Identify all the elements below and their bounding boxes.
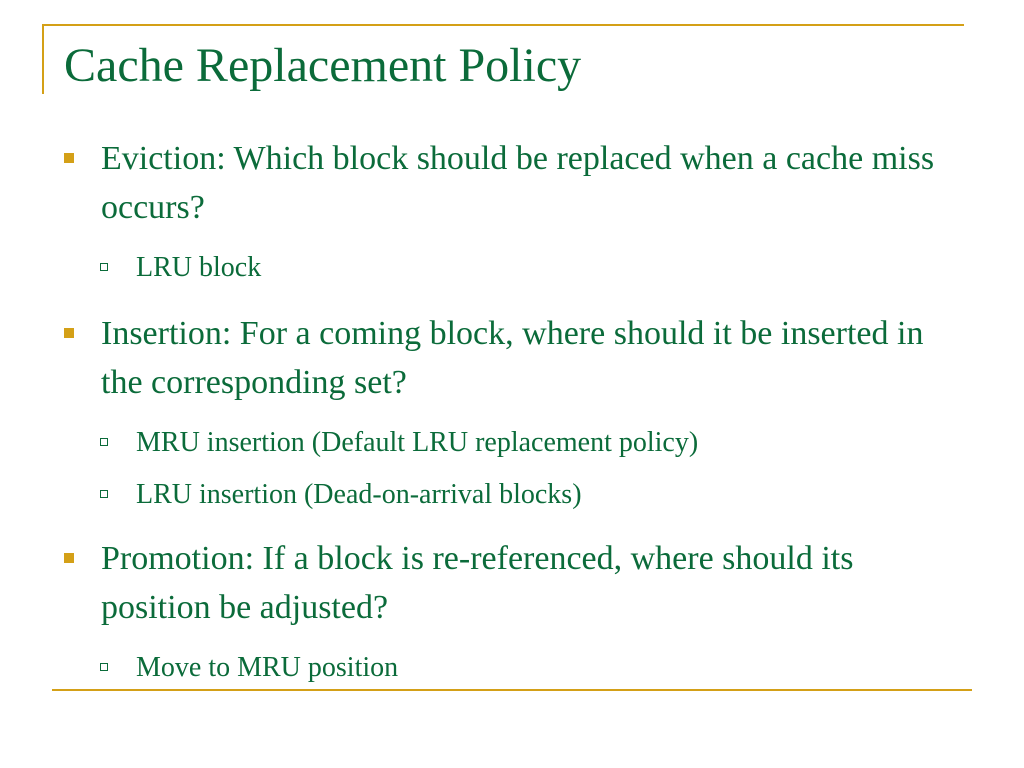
bullet-item-insertion	[64, 309, 964, 409]
square-bullet-icon	[64, 153, 74, 163]
hollow-square-bullet-icon	[100, 438, 108, 446]
hollow-square-bullet-icon	[100, 490, 108, 498]
subitem-text: MRU insertion (Default LRU replacement policy)	[136, 427, 699, 458]
bullet-item-text: Eviction: Which block should be replaced when a cache miss occurs?	[101, 140, 935, 226]
bullet-item-text: Insertion: For a coming block, where should it be inserted in the corresponding set?	[101, 315, 924, 401]
subitem-move-to-mru	[100, 651, 950, 687]
subitem-text: LRU block	[136, 252, 262, 283]
frame-left-line	[42, 24, 44, 94]
hollow-square-bullet-icon	[100, 263, 108, 271]
subitem-lru-insertion	[100, 478, 950, 514]
square-bullet-icon	[64, 553, 74, 563]
bullet-item-eviction	[64, 134, 964, 234]
slide-title: Cache Replacement Policy	[64, 39, 582, 92]
frame-bottom-line	[52, 689, 972, 691]
frame-top-line	[42, 24, 964, 26]
subitem-text: Move to MRU position	[136, 652, 399, 683]
subitem-mru-insertion	[100, 426, 950, 462]
hollow-square-bullet-icon	[100, 663, 108, 671]
subitem-lru-block	[100, 251, 950, 287]
subitem-text: LRU insertion (Dead-on-arrival blocks)	[136, 479, 582, 510]
bullet-item-text: Promotion: If a block is re-referenced, where should its position be adjusted?	[101, 540, 854, 626]
square-bullet-icon	[64, 328, 74, 338]
bullet-item-promotion	[64, 534, 964, 634]
